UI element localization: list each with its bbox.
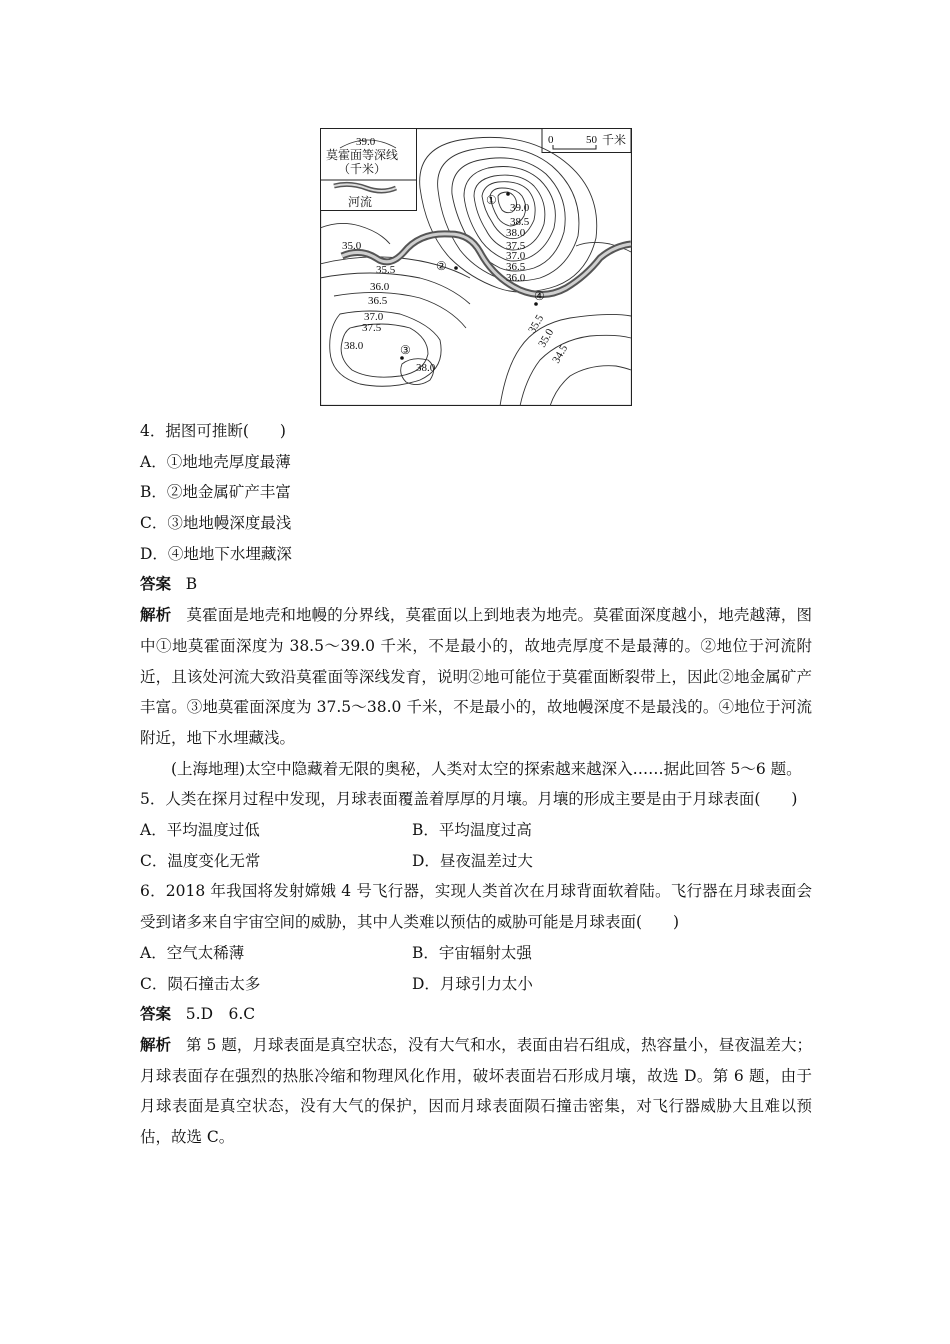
q5-option-d: D．昼夜温差过大 [412, 851, 533, 870]
analysis-text: 莫霍面是地壳和地幔的分界线，莫霍面以上到地表为地壳。莫霍面深度越小，地壳越薄，图中①地莫霍面深度为 38.5～39.0 千米，不是最小的，故地壳厚度不是最薄的。②地位于河流附近，且该处河流大致沿莫霍面等深线发育，说明②地可能位于莫霍面断裂带上，因此②地金属矿产丰富。③地莫霍面深度为 37.5～38.0 千米，不是最小的，故地幔深度不是最浅的。④地位于河流附近，地下水埋藏浅。 [140, 606, 812, 747]
q4-option-a: A．①地地壳厚度最薄 [140, 452, 291, 471]
q6-stem: 6．2018 年我国将发射嫦娥 4 号飞行器，实现人类首次在月球背面软着陆。飞行器在月球表面会受到诸多来自宇宙空间的威胁，其中人类难以预估的威胁可能是月球表面( ) [140, 882, 812, 932]
legend-unit: （千米） [338, 162, 387, 176]
q6-option-d: D．月球引力太小 [412, 974, 533, 993]
q5-stem: 5．人类在探月过程中发现，月球表面覆盖着厚厚的月壤。月壤的形成主要是由于月球表面( ) [140, 790, 798, 809]
q6-options-row-2 [140, 969, 812, 1000]
q5-option-c: C．温度变化无常 [140, 851, 261, 870]
contour-label: 35.5 [526, 312, 547, 336]
answer-value: B [185, 575, 198, 594]
contour-label: 38.0 [506, 227, 526, 239]
q4-answer [140, 569, 812, 600]
analysis-text: 第 5 题，月球表面是真空状态，没有大气和水，表面由岩石组成，热容量小，昼夜温差大；月球表面存在强烈的热胀冷缩和物理风化作用，破坏表面岩石形成月壤，故选 D。第 6 题，由于月球表面是真空状态，没有大气的保护，因而月球表面陨石撞击密集，对飞行器威胁大且难以预估，故选 C。 [140, 1035, 812, 1146]
site-4-label: ④ [534, 289, 545, 303]
analysis-label: 解析 [140, 605, 172, 625]
contour-label: 36.0 [370, 281, 390, 293]
q4-option-b: B．②地金属矿产丰富 [140, 483, 291, 502]
contour-label: 38.5 [510, 216, 530, 228]
contour-label: 39.0 [510, 202, 530, 214]
q4-option-d: D．④地地下水埋藏深 [140, 544, 292, 563]
q5-option-b: B．平均温度过高 [412, 821, 532, 840]
scale-unit: 千米 [602, 133, 627, 147]
answer-label: 答案 [140, 1004, 172, 1024]
contour-label: 38.0 [416, 362, 436, 374]
q6-option-a: A．空气太稀薄 [140, 943, 245, 962]
contour-label: 35.0 [536, 326, 557, 350]
legend-value: 39.0 [356, 136, 376, 148]
scale-value: 50 [586, 134, 597, 146]
q6-option-c: C．陨石撞击太多 [140, 974, 261, 993]
q4-option-c: C．③地地幔深度最浅 [140, 514, 292, 533]
analysis-label: 解析 [140, 1034, 172, 1054]
contour-label: 36.5 [368, 295, 388, 307]
legend-title: 莫霍面等深线 [326, 148, 399, 162]
site-3-label: ③ [400, 343, 411, 357]
contour-label: 37.0 [364, 311, 384, 323]
q6-options-row-1 [140, 938, 812, 969]
moho-contour-map [320, 128, 632, 406]
legend-river-label: 河流 [348, 195, 373, 209]
site-2-label: ② [436, 259, 447, 273]
contour-label: 35.5 [376, 264, 396, 276]
intro-5-6: (上海地理)太空中隐藏着无限的奥秘，人类对太空的探索越来越深入……据此回答 5～6 题。 [171, 759, 802, 778]
scale-zero: 0 [548, 134, 554, 146]
q4-stem: 4．据图可推断( ) [140, 422, 286, 440]
answer-value: 5.D 6.C [185, 1005, 256, 1024]
map-svg [320, 128, 632, 406]
q5-options-row-1 [140, 815, 812, 846]
site-1-label: ① [486, 193, 497, 207]
answer-5-6 [140, 999, 812, 1030]
contour-label: 35.0 [342, 240, 362, 252]
contour-label: 37.0 [506, 250, 526, 262]
question-4 [140, 416, 812, 1153]
answer-label: 答案 [140, 574, 172, 594]
analysis-5-6 [140, 1030, 812, 1153]
q5-options-row-2 [140, 846, 812, 877]
contour-label: 36.0 [506, 272, 526, 284]
q6-option-b: B．宇宙辐射太强 [412, 943, 532, 962]
contour-label: 34.5 [550, 342, 571, 366]
contour-label: 37.5 [506, 240, 526, 252]
q5-option-a: A．平均温度过低 [140, 821, 260, 840]
contour-label: 36.5 [506, 261, 526, 273]
q4-analysis [140, 600, 812, 754]
contour-label: 38.0 [344, 340, 364, 352]
contour-label: 37.5 [362, 322, 382, 334]
